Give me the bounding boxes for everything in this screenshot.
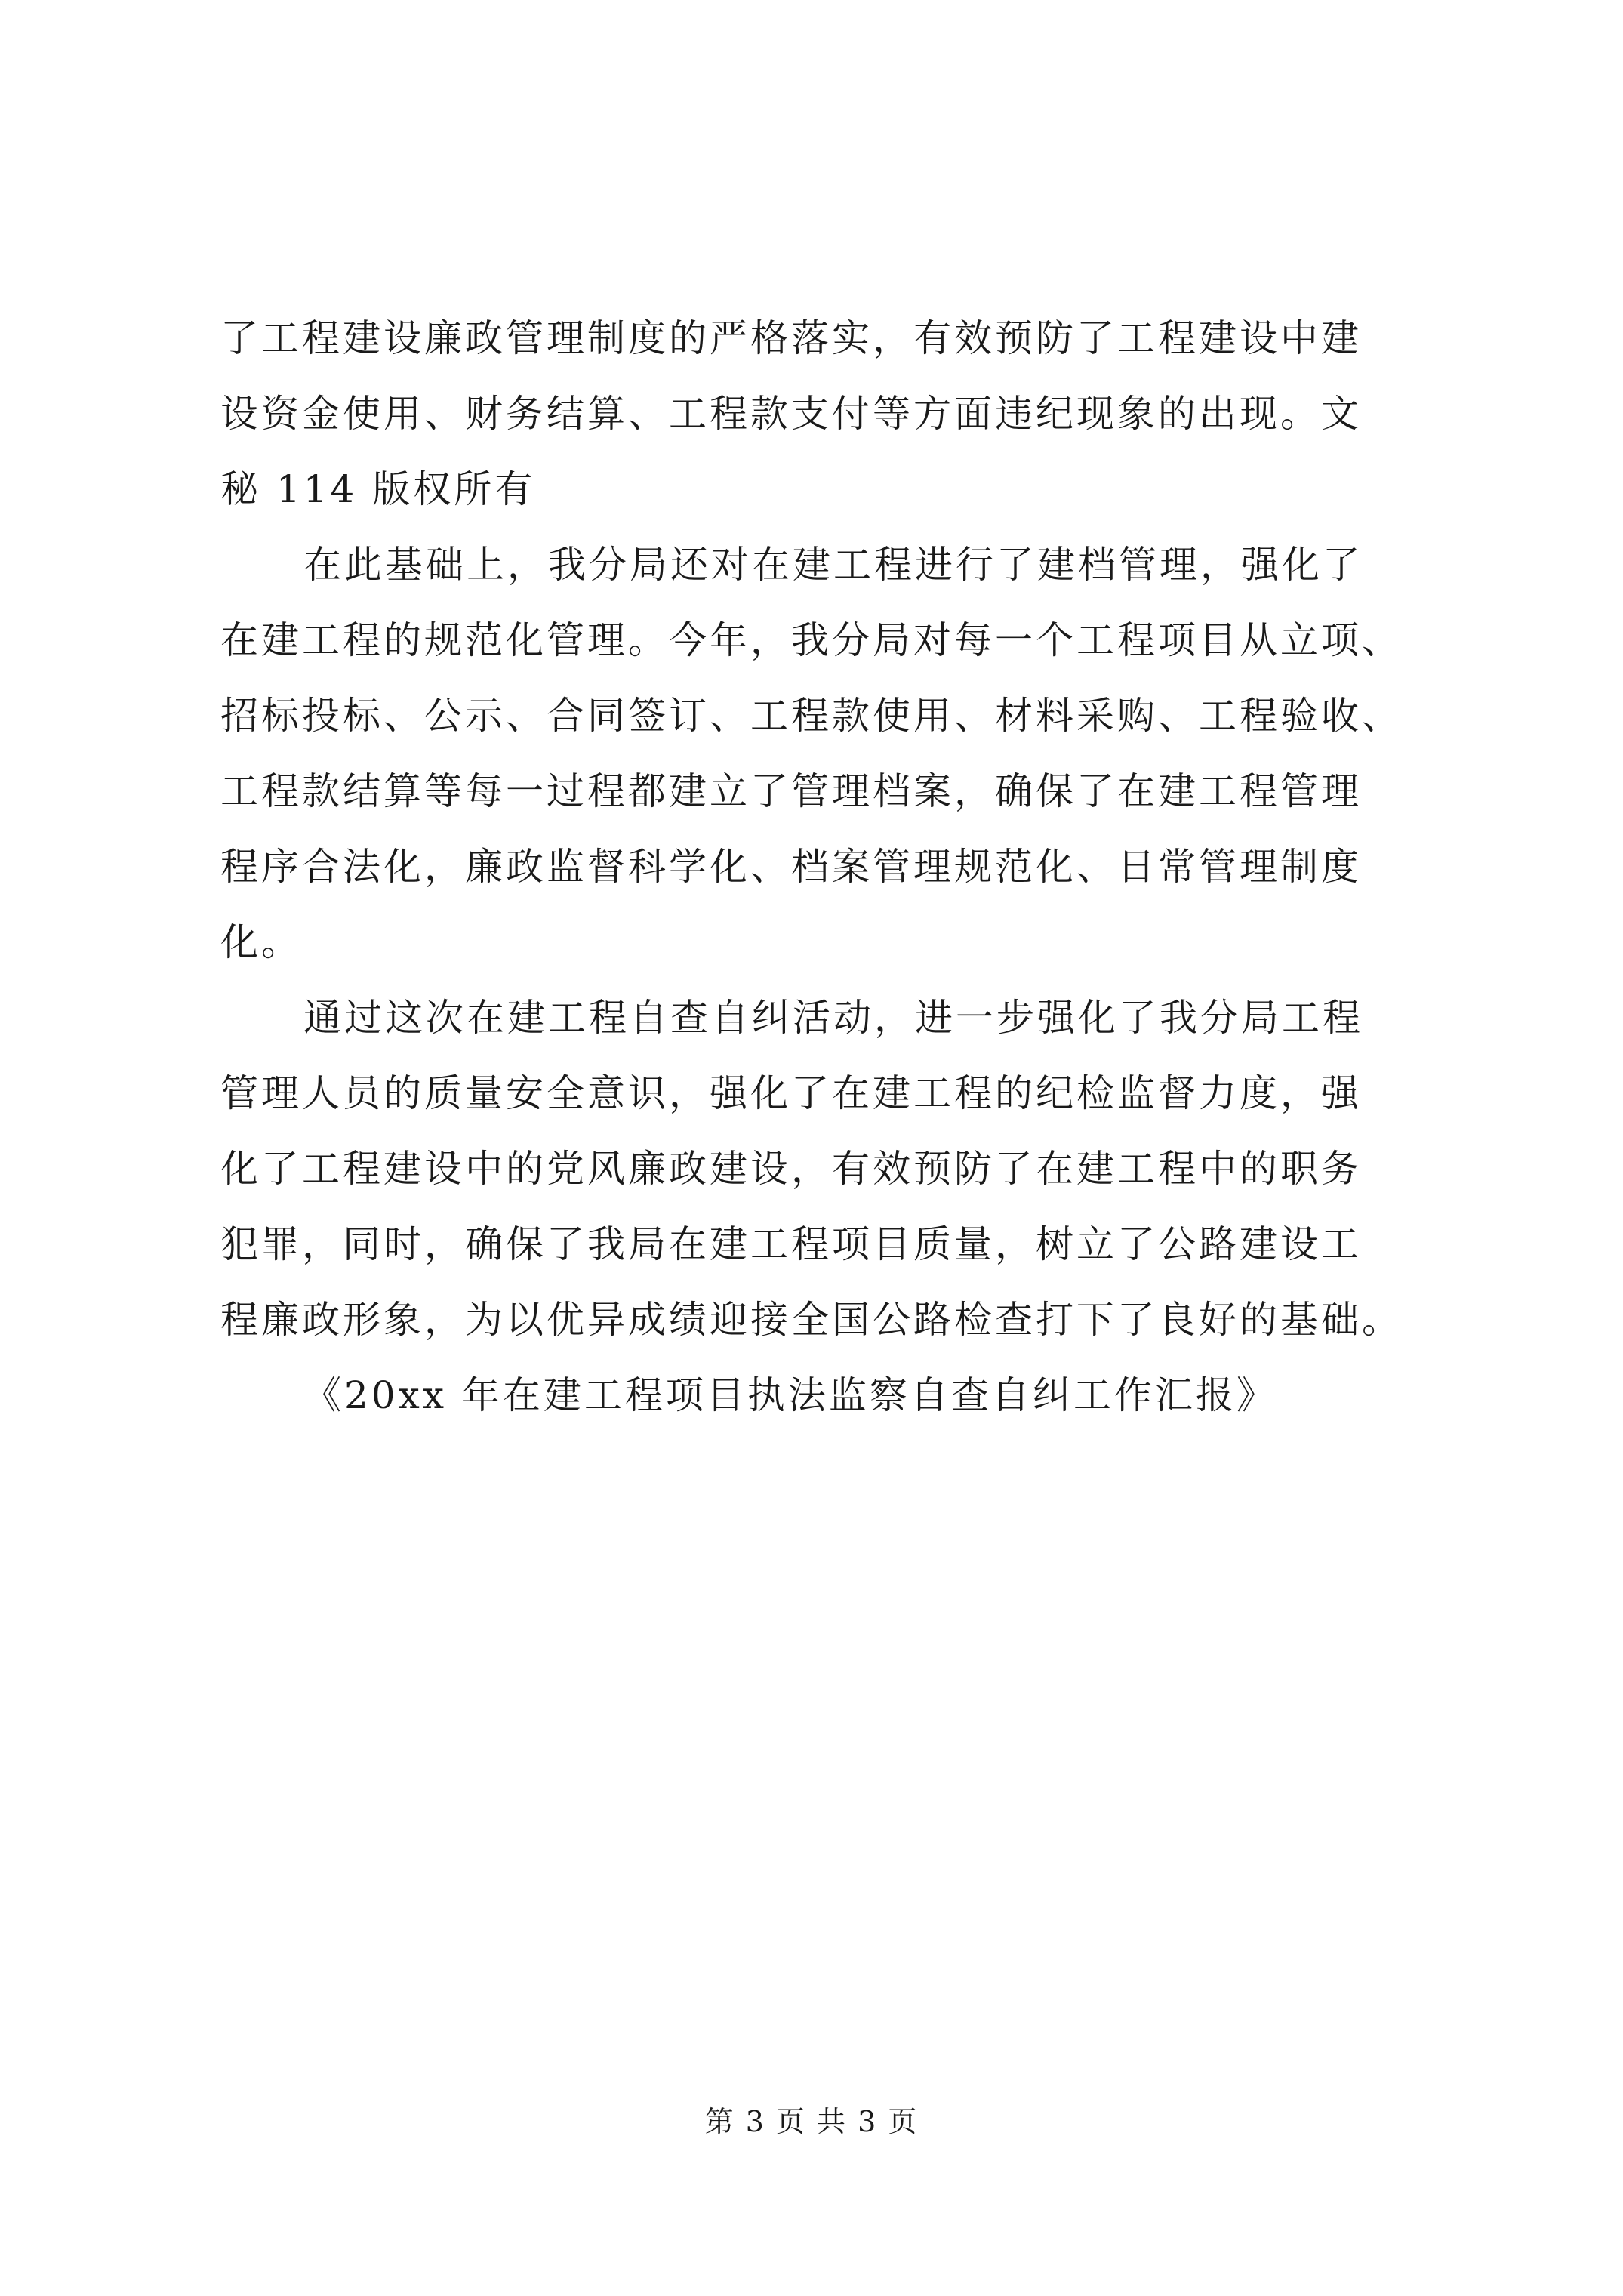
paragraph-line: 秘 114 版权所有 (220, 467, 536, 511)
paragraph-line: 在此基础上，我分局还对在建工程进行了建档管理，强化了 (303, 543, 1363, 587)
paragraph-2 (220, 527, 1428, 980)
paragraph-3 (220, 980, 1428, 1358)
paragraph-line: 化了工程建设中的党风廉政建设，有效预防了在建工程中的职务 (220, 1147, 1362, 1191)
paragraph-line: 在建工程的规范化管理。今年，我分局对每一个工程项目从立项、 (220, 618, 1403, 662)
paragraph-line: 程廉政形象，为以优异成绩迎接全国公路检查打下了良好的基础。 (220, 1298, 1403, 1342)
document-title-reference: 《20xx 年在建工程项目执法监察自查自纠工作汇报》 (303, 1373, 1277, 1417)
paragraph-line: 通过这次在建工程自查自纠活动，进一步强化了我分局工程 (303, 996, 1363, 1040)
paragraph-line: 管理人员的质量安全意识，强化了在建工程的纪检监督力度，强 (220, 1071, 1362, 1115)
paragraph-line: 程序合法化，廉政监督科学化、档案管理规范化、日常管理制度 (220, 845, 1362, 889)
paragraph-line: 工程款结算等每一过程都建立了管理档案，确保了在建工程管理 (220, 769, 1362, 813)
paragraph-line: 招标投标、公示、合同签订、工程款使用、材料采购、工程验收、 (220, 694, 1403, 738)
paragraph-line: 化。 (220, 920, 302, 964)
paragraph-line: 犯罪，同时，确保了我局在建工程项目质量，树立了公路建设工 (220, 1222, 1362, 1266)
paragraph-1 (220, 300, 1428, 527)
document-body (220, 300, 1428, 1433)
paragraph-line: 设资金使用、财务结算、工程款支付等方面违纪现象的出现。文 (220, 392, 1362, 436)
page-number-footer: 第 3 页 共 3 页 (704, 2105, 919, 2138)
paragraph-line: 了工程建设廉政管理制度的严格落实，有效预防了工程建设中建 (220, 316, 1362, 360)
